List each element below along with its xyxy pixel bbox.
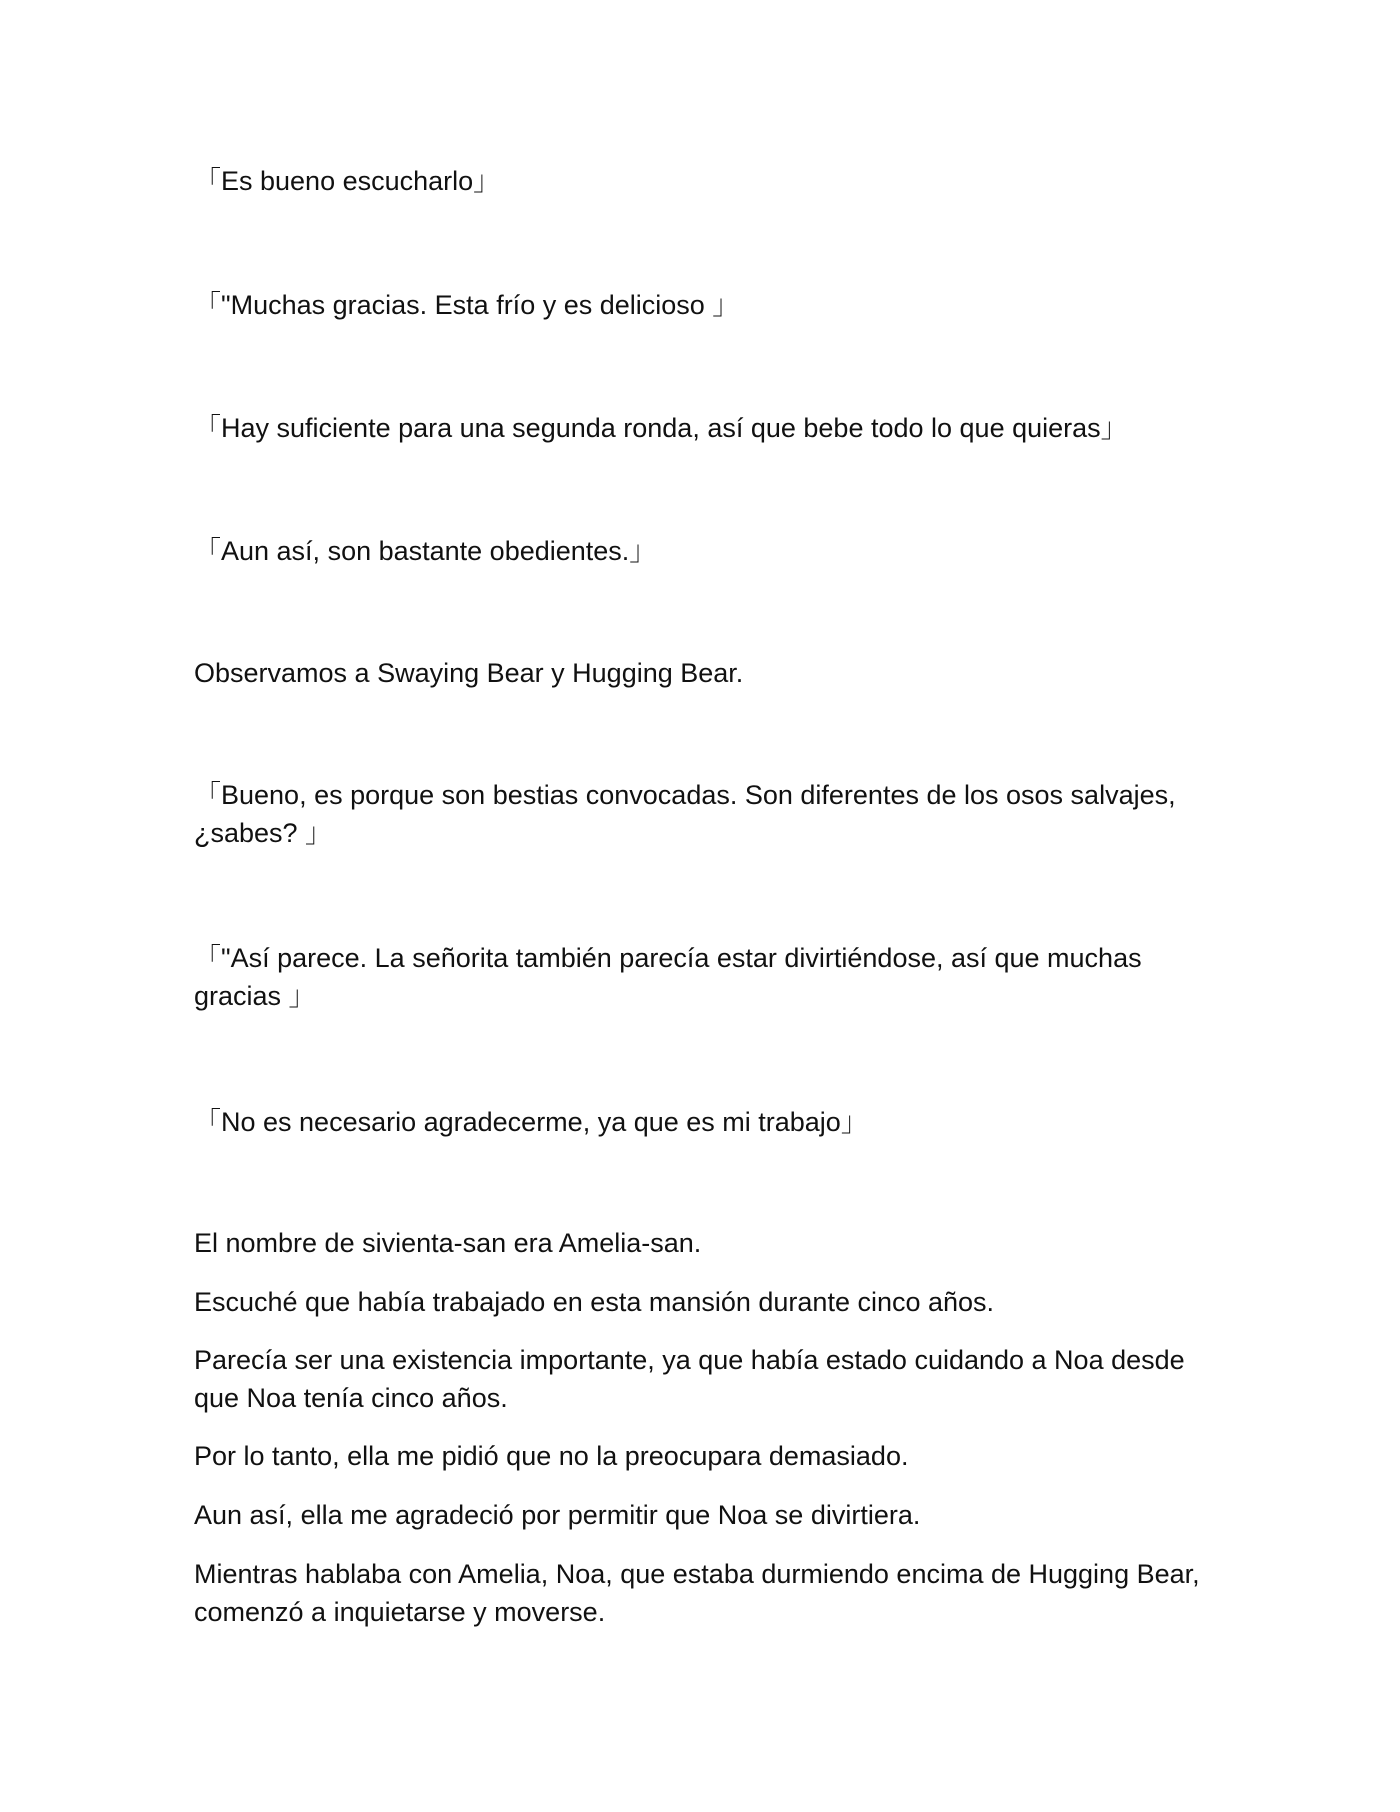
dialogue-line: 「Bueno, es porque son bestias convocadas. Son diferentes de los osos salvajes, ¿sabes? 」 bbox=[194, 780, 1176, 848]
dialogue-line: 「"Así parece. La señorita también parecía estar divirtiéndose, así que muchas gracias 」 bbox=[194, 943, 1142, 1011]
dialogue-line: 「No es necesario agradecerme, ya que es mi trabajo」 bbox=[194, 1107, 868, 1137]
dialogue-line: 「"Muchas gracias. Esta frío y es delicioso 」 bbox=[194, 290, 740, 320]
dialogue-line: 「Es bueno escucharlo」 bbox=[194, 166, 501, 196]
narration-line: Observamos a Swaying Bear y Hugging Bear. bbox=[194, 658, 744, 688]
narration-line: Mientras hablaba con Amelia, Noa, que estaba durmiendo encima de Hugging Bear, comenzó a inquietarse y moverse. bbox=[194, 1559, 1200, 1627]
narration-line: Por lo tanto, ella me pidió que no la preocupara demasiado. bbox=[194, 1441, 909, 1471]
narration-line: Aun así, ella me agradeció por permitir que Noa se divirtiera. bbox=[194, 1500, 921, 1530]
narration-line: Escuché que había trabajado en esta mansión durante cinco años. bbox=[194, 1287, 995, 1317]
dialogue-line: 「Hay suficiente para una segunda ronda, así que bebe todo lo que quieras」 bbox=[194, 413, 1128, 443]
narration-line: Parecía ser una existencia importante, ya que había estado cuidando a Noa desde que Noa tenía cinco años. bbox=[194, 1345, 1185, 1413]
dialogue-line: 「Aun así, son bastante obedientes.」 bbox=[194, 536, 657, 566]
narration-line: El nombre de sivienta-san era Amelia-san. bbox=[194, 1228, 702, 1258]
